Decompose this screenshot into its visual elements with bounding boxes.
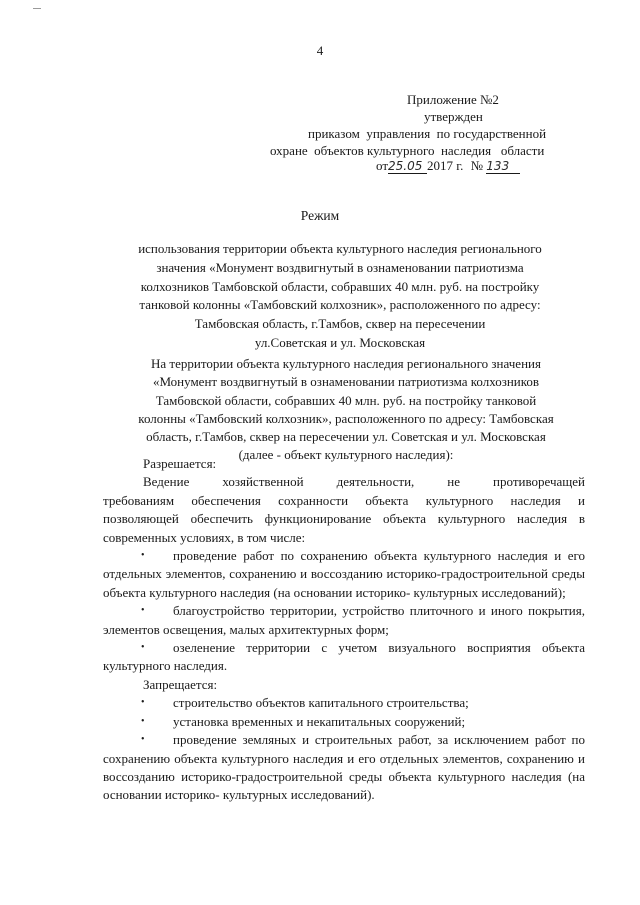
text-line: На территории объекта культурного наследия регионального значения	[151, 356, 541, 371]
list-item-text: благоустройство территории, устройство плиточного и иного покрытия, элементов освещения, малых архитектурных форм;	[103, 603, 585, 637]
allowed-intro-line: позволяющей обеспечить функционирование объекта культурного наследия в	[103, 511, 585, 527]
text-line: (далее - объект культурного наследия):	[238, 447, 454, 463]
handwritten-date: 25.05	[388, 159, 427, 174]
bullet-icon: •	[141, 697, 145, 709]
bullet-icon: •	[141, 715, 145, 727]
text-line: ул.Советская и ул. Московская	[254, 334, 426, 350]
allowed-heading: Разрешается:	[143, 456, 217, 471]
text-line: танковой колонны «Тамбовский колхозник», расположенного по адресу:	[139, 297, 541, 313]
territory-intro-block	[104, 355, 588, 465]
list-item-text: установка временных и некапитальных сооружений;	[173, 713, 466, 729]
text-line: колонны «Тамбовский колхозник», расположенного по адресу: Тамбовская	[138, 410, 554, 426]
forbidden-list-item	[103, 713, 585, 731]
appendix-line: приказом управления по государственной	[308, 126, 547, 141]
regime-body	[103, 455, 585, 805]
list-item-text: проведение работ по сохранению объекта культурного наследия и его отдельных элементов, сохранению и воссозданию историко-градостроительной среды объекта культурного наследия (на основании историко- культурных исследований);	[103, 548, 585, 600]
document-title: Режим	[300, 208, 340, 223]
appendix-line: охране объектов культурного наследия области	[270, 143, 545, 158]
list-item-text: проведение земляных и строительных работ, за исключением работ по сохранению объекта культурного наследия и его отдельных элементов, сохранению и воссозданию историко-градостроительной среды объекта культурного наследия (на основании историко- культурных исследований).	[103, 732, 585, 803]
appendix-line: Приложение №2	[407, 92, 499, 107]
page-number: 4	[316, 43, 324, 58]
bullet-icon: •	[141, 642, 145, 654]
text-line: значения «Монумент воздвигнутый в ознаменовании патриотизма	[156, 259, 524, 275]
date-prefix: от	[376, 158, 389, 173]
list-item-text: строительство объектов капитального строительства;	[173, 695, 469, 711]
number-prefix: №	[470, 158, 484, 173]
bullet-icon: •	[141, 550, 145, 562]
allowed-intro-line: Ведение хозяйственной деятельности, не противоречащей	[143, 474, 585, 490]
allowed-list-item	[103, 639, 585, 676]
forbidden-list-item	[103, 731, 585, 805]
order-date-number	[376, 158, 520, 174]
forbidden-list-item	[103, 694, 585, 712]
handwritten-number: 133	[486, 159, 520, 174]
text-line: использования территории объекта культурного наследия регионального	[138, 241, 542, 256]
text-line: колхозников Тамбовской области, собравших 40 млн. руб. на постройку	[140, 278, 540, 294]
appendix-line: утвержден	[424, 109, 483, 124]
text-line: область, г.Тамбов, сквер на пересечении ул. Советская и ул. Московская	[146, 429, 546, 445]
list-item-text: озеленение территории с учетом визуального восприятия объекта культурного наследия.	[103, 640, 585, 674]
allowed-intro-line: требованиям обеспечения сохранности объекта культурного наследия и	[103, 492, 585, 508]
text-line: «Монумент воздвигнутый в ознаменовании патриотизма колхозников	[152, 374, 540, 390]
allowed-list-item	[103, 547, 585, 602]
object-name-block	[100, 240, 580, 353]
order-year: 2017 г.	[427, 158, 464, 173]
bullet-icon: •	[141, 734, 145, 746]
text-line: Тамбовской области, собравших 40 млн. руб. на постройку танковой	[155, 392, 537, 408]
bullet-icon: •	[141, 605, 145, 617]
forbidden-heading: Запрещается:	[143, 676, 218, 692]
allowed-list-item	[103, 602, 585, 639]
scan-mark	[33, 8, 41, 9]
text-line: Тамбовская область, г.Тамбов, сквер на пересечении	[194, 316, 486, 332]
allowed-intro-line: современных условиях, в том числе:	[103, 529, 306, 545]
